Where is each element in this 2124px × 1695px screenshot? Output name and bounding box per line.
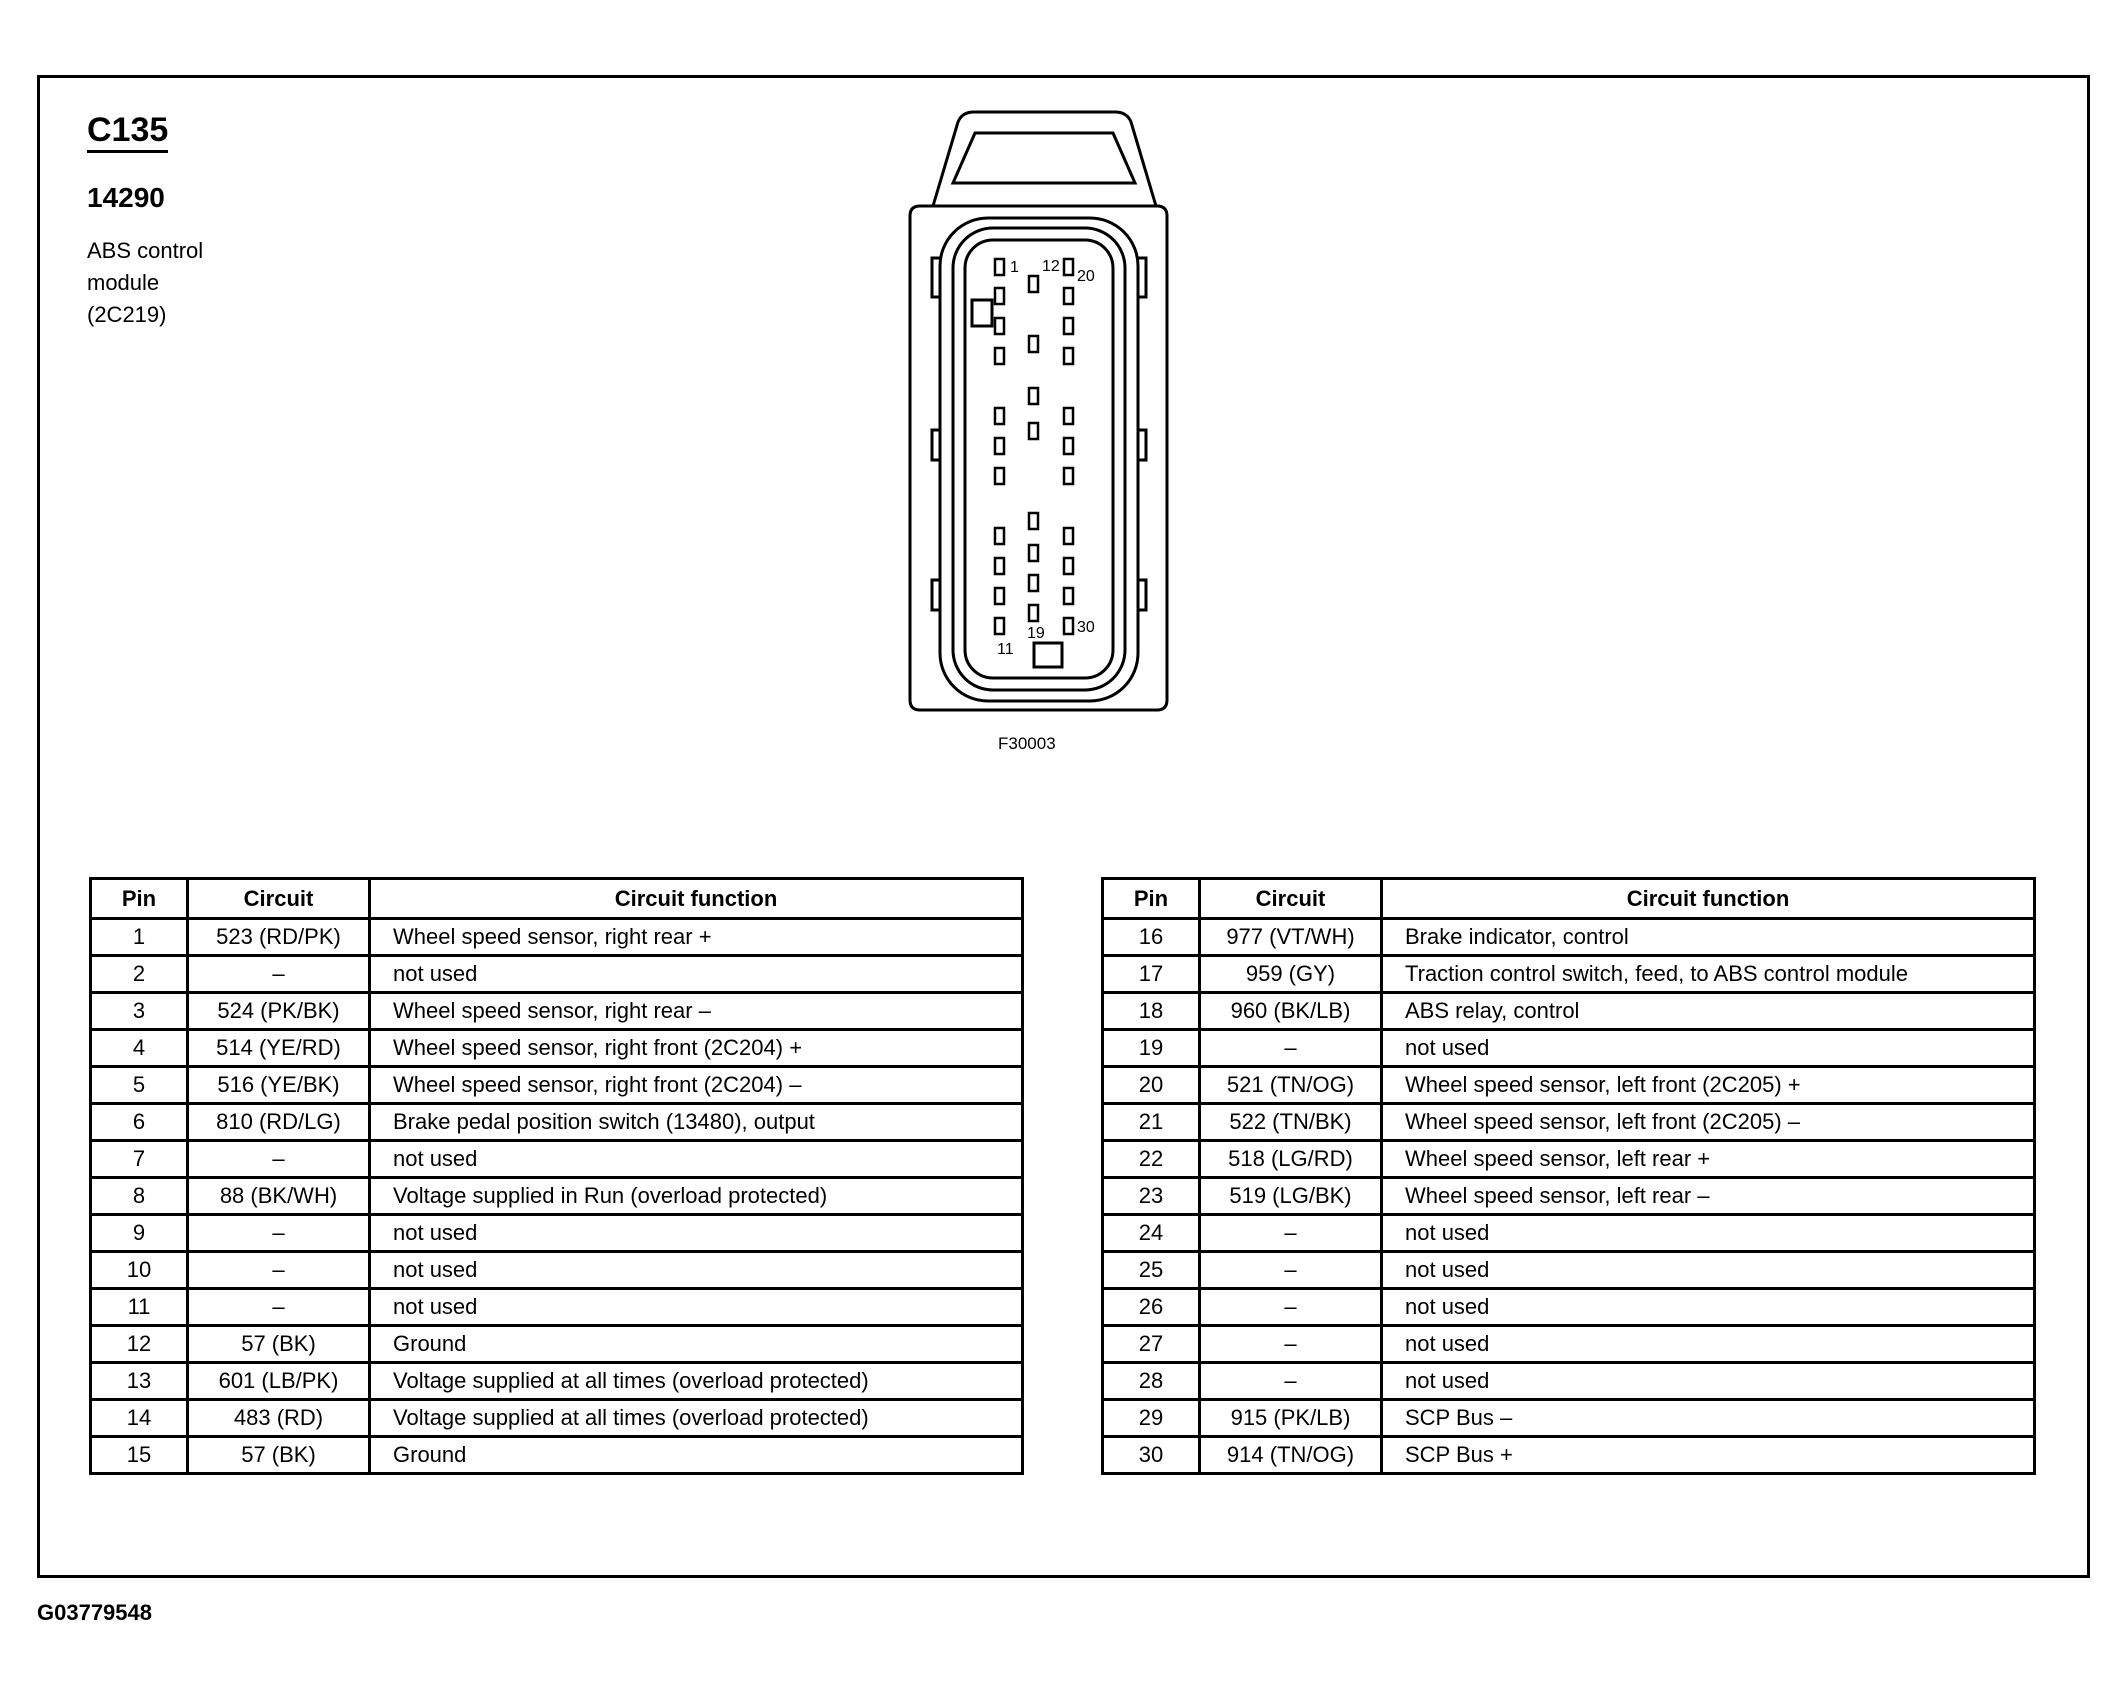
pin-number: 11 [91, 1289, 188, 1326]
pin-number: 28 [1103, 1363, 1200, 1400]
pin-cavity [1029, 513, 1038, 529]
pin-number: 22 [1103, 1141, 1200, 1178]
table-row [91, 1104, 1023, 1141]
table-row [1103, 1289, 2035, 1326]
pin-label: 30 [1077, 619, 1095, 636]
pin-cavity [1064, 438, 1073, 454]
pin-label: 12 [1042, 258, 1060, 275]
pin-cavity [995, 348, 1004, 364]
circuit-function: Wheel speed sensor, right rear + [370, 919, 1023, 956]
pin-cavity [1029, 388, 1038, 404]
pin-number: 19 [1103, 1030, 1200, 1067]
circuit-function: not used [1382, 1215, 2035, 1252]
pin-number: 10 [91, 1252, 188, 1289]
circuit-function: Wheel speed sensor, right rear – [370, 993, 1023, 1030]
circuit-id: 601 (LB/PK) [188, 1363, 370, 1400]
pin-number: 1 [91, 919, 188, 956]
circuit-function: not used [1382, 1363, 2035, 1400]
table-row [1103, 919, 2035, 956]
table-row [1103, 1215, 2035, 1252]
table-row [91, 1326, 1023, 1363]
pin-cavity [995, 468, 1004, 484]
circuit-function: Wheel speed sensor, left rear – [1382, 1178, 2035, 1215]
table-row [91, 1178, 1023, 1215]
table-row [1103, 993, 2035, 1030]
table-row [1103, 956, 2035, 993]
circuit-function: Wheel speed sensor, left front (2C205) – [1382, 1104, 2035, 1141]
circuit-function: Traction control switch, feed, to ABS control module [1382, 956, 2035, 993]
circuit-function: not used [1382, 1030, 2035, 1067]
pin-number: 14 [91, 1400, 188, 1437]
pin-number: 5 [91, 1067, 188, 1104]
pin-cavity [995, 558, 1004, 574]
circuit-function: SCP Bus – [1382, 1400, 2035, 1437]
pin-label: 11 [997, 641, 1014, 658]
circuit-id: – [1200, 1326, 1382, 1363]
table-row [1103, 1326, 2035, 1363]
circuit-id: 514 (YE/RD) [188, 1030, 370, 1067]
table-row [1103, 1104, 2035, 1141]
pin-number: 2 [91, 956, 188, 993]
pin-cavity [1064, 528, 1073, 544]
pin-number: 9 [91, 1215, 188, 1252]
circuit-id: 960 (BK/LB) [1200, 993, 1382, 1030]
pin-cavity [995, 288, 1004, 304]
circuit-function: not used [1382, 1326, 2035, 1363]
circuit-id: 522 (TN/BK) [1200, 1104, 1382, 1141]
circuit-id: 977 (VT/WH) [1200, 919, 1382, 956]
table-row [1103, 1437, 2035, 1474]
table-row [1103, 1252, 2035, 1289]
pin-number: 3 [91, 993, 188, 1030]
pin-cavity [1029, 336, 1038, 352]
pin-cavity [1029, 575, 1038, 591]
circuit-id: 519 (LG/BK) [1200, 1178, 1382, 1215]
circuit-id: – [1200, 1030, 1382, 1067]
circuit-id: 523 (RD/PK) [188, 919, 370, 956]
table-row [91, 919, 1023, 956]
circuit-function: SCP Bus + [1382, 1437, 2035, 1474]
connector-latch [933, 112, 1156, 206]
module-description-line: ABS control [87, 238, 204, 263]
table-row [91, 1141, 1023, 1178]
circuit-id: 516 (YE/BK) [188, 1067, 370, 1104]
connector-key-notch [1034, 643, 1062, 667]
header-circuit-function: Circuit function [370, 879, 1023, 919]
circuit-id: – [188, 1141, 370, 1178]
circuit-id: 914 (TN/OG) [1200, 1437, 1382, 1474]
circuit-function: not used [370, 1215, 1023, 1252]
circuit-id: – [188, 1215, 370, 1252]
pin-cavity [995, 259, 1004, 275]
part-number: 14290 [87, 182, 165, 213]
circuit-id: – [188, 1252, 370, 1289]
pin-number: 29 [1103, 1400, 1200, 1437]
table-header-row [1103, 879, 2035, 919]
circuit-id: 915 (PK/LB) [1200, 1400, 1382, 1437]
table-row [91, 1252, 1023, 1289]
circuit-function: not used [370, 1252, 1023, 1289]
pin-number: 24 [1103, 1215, 1200, 1252]
table-row [1103, 1400, 2035, 1437]
table-row [1103, 1141, 2035, 1178]
table-row [91, 1067, 1023, 1104]
pin-number: 17 [1103, 956, 1200, 993]
pin-cavity [995, 408, 1004, 424]
circuit-function: not used [1382, 1252, 2035, 1289]
pin-cavity [995, 618, 1004, 634]
pin-number: 18 [1103, 993, 1200, 1030]
pin-cavity [995, 318, 1004, 334]
header-circuit-function: Circuit function [1382, 879, 2035, 919]
image-code: G03779548 [37, 1600, 152, 1625]
table-row [1103, 1030, 2035, 1067]
circuit-function: Brake pedal position switch (13480), output [370, 1104, 1023, 1141]
pin-number: 15 [91, 1437, 188, 1474]
pin-cavity [995, 588, 1004, 604]
circuit-function: Ground [370, 1437, 1023, 1474]
header-pin: Pin [91, 879, 188, 919]
circuit-id: 88 (BK/WH) [188, 1178, 370, 1215]
pin-label: 19 [1027, 625, 1045, 642]
connector-id: C135 [87, 112, 168, 153]
table-row [91, 1289, 1023, 1326]
pin-number: 6 [91, 1104, 188, 1141]
pin-cavity [1064, 408, 1073, 424]
circuit-id: 57 (BK) [188, 1437, 370, 1474]
table-row [1103, 1363, 2035, 1400]
pin-cavity [995, 528, 1004, 544]
circuit-id: 524 (PK/BK) [188, 993, 370, 1030]
table-header-row [91, 879, 1023, 919]
circuit-id: – [188, 1289, 370, 1326]
circuit-function: not used [1382, 1289, 2035, 1326]
circuit-function: not used [370, 1289, 1023, 1326]
circuit-id: – [1200, 1252, 1382, 1289]
table-row [91, 1215, 1023, 1252]
circuit-id: 57 (BK) [188, 1326, 370, 1363]
pin-cavity [995, 438, 1004, 454]
circuit-function: Voltage supplied at all times (overload protected) [370, 1400, 1023, 1437]
pin-cavity [1064, 259, 1073, 275]
circuit-function: Brake indicator, control [1382, 919, 2035, 956]
pin-number: 16 [1103, 919, 1200, 956]
pin-cavity [1029, 605, 1038, 621]
table-row [1103, 1178, 2035, 1215]
circuit-function: Ground [370, 1326, 1023, 1363]
table-row [91, 956, 1023, 993]
figure-code: F30003 [998, 734, 1056, 753]
pinout-table-left [89, 877, 1024, 1475]
circuit-function: Wheel speed sensor, left front (2C205) + [1382, 1067, 2035, 1104]
circuit-id: – [1200, 1289, 1382, 1326]
circuit-id: 521 (TN/OG) [1200, 1067, 1382, 1104]
circuit-id: 483 (RD) [188, 1400, 370, 1437]
pin-number: 20 [1103, 1067, 1200, 1104]
header-circuit: Circuit [188, 879, 370, 919]
pin-number: 4 [91, 1030, 188, 1067]
header-pin: Pin [1103, 879, 1200, 919]
pin-cavity [1064, 468, 1073, 484]
module-description-line: (2C219) [87, 302, 167, 327]
table-row [91, 1363, 1023, 1400]
pin-cavity [1064, 618, 1073, 634]
circuit-function: not used [370, 1141, 1023, 1178]
pin-label: 1 [1010, 259, 1019, 276]
table-row [1103, 1067, 2035, 1104]
circuit-id: – [1200, 1363, 1382, 1400]
pin-number: 27 [1103, 1326, 1200, 1363]
circuit-function: Voltage supplied at all times (overload protected) [370, 1363, 1023, 1400]
circuit-function: Wheel speed sensor, left rear + [1382, 1141, 2035, 1178]
circuit-id: – [1200, 1215, 1382, 1252]
pin-number: 30 [1103, 1437, 1200, 1474]
pin-cavity [1064, 318, 1073, 334]
pin-cavity [1064, 348, 1073, 364]
circuit-id: 959 (GY) [1200, 956, 1382, 993]
circuit-id: 810 (RD/LG) [188, 1104, 370, 1141]
circuit-function: not used [370, 956, 1023, 993]
pin-number: 8 [91, 1178, 188, 1215]
pin-cavity [1064, 558, 1073, 574]
circuit-function: Wheel speed sensor, right front (2C204) + [370, 1030, 1023, 1067]
table-row [91, 1437, 1023, 1474]
pin-cavity [1029, 276, 1038, 292]
module-description-line: module [87, 270, 160, 295]
pin-cavity [1064, 288, 1073, 304]
pin-number: 23 [1103, 1178, 1200, 1215]
table-row [91, 1030, 1023, 1067]
connector-latch-opening [953, 133, 1135, 183]
circuit-function: ABS relay, control [1382, 993, 2035, 1030]
pin-label: 20 [1077, 268, 1095, 285]
pin-number: 21 [1103, 1104, 1200, 1141]
pin-number: 25 [1103, 1252, 1200, 1289]
pin-cavity [1029, 423, 1038, 439]
circuit-id: 518 (LG/RD) [1200, 1141, 1382, 1178]
header-circuit: Circuit [1200, 879, 1382, 919]
pin-number: 13 [91, 1363, 188, 1400]
table-row [91, 993, 1023, 1030]
pinout-table-right [1101, 877, 2036, 1475]
pin-cavity [1029, 545, 1038, 561]
circuit-function: Voltage supplied in Run (overload protected) [370, 1178, 1023, 1215]
pin-number: 26 [1103, 1289, 1200, 1326]
pin-cavity [1064, 588, 1073, 604]
pin-number: 12 [91, 1326, 188, 1363]
circuit-id: – [188, 956, 370, 993]
circuit-function: Wheel speed sensor, right front (2C204) – [370, 1067, 1023, 1104]
pin-number: 7 [91, 1141, 188, 1178]
connector-key-notch [972, 300, 992, 326]
table-row [91, 1400, 1023, 1437]
